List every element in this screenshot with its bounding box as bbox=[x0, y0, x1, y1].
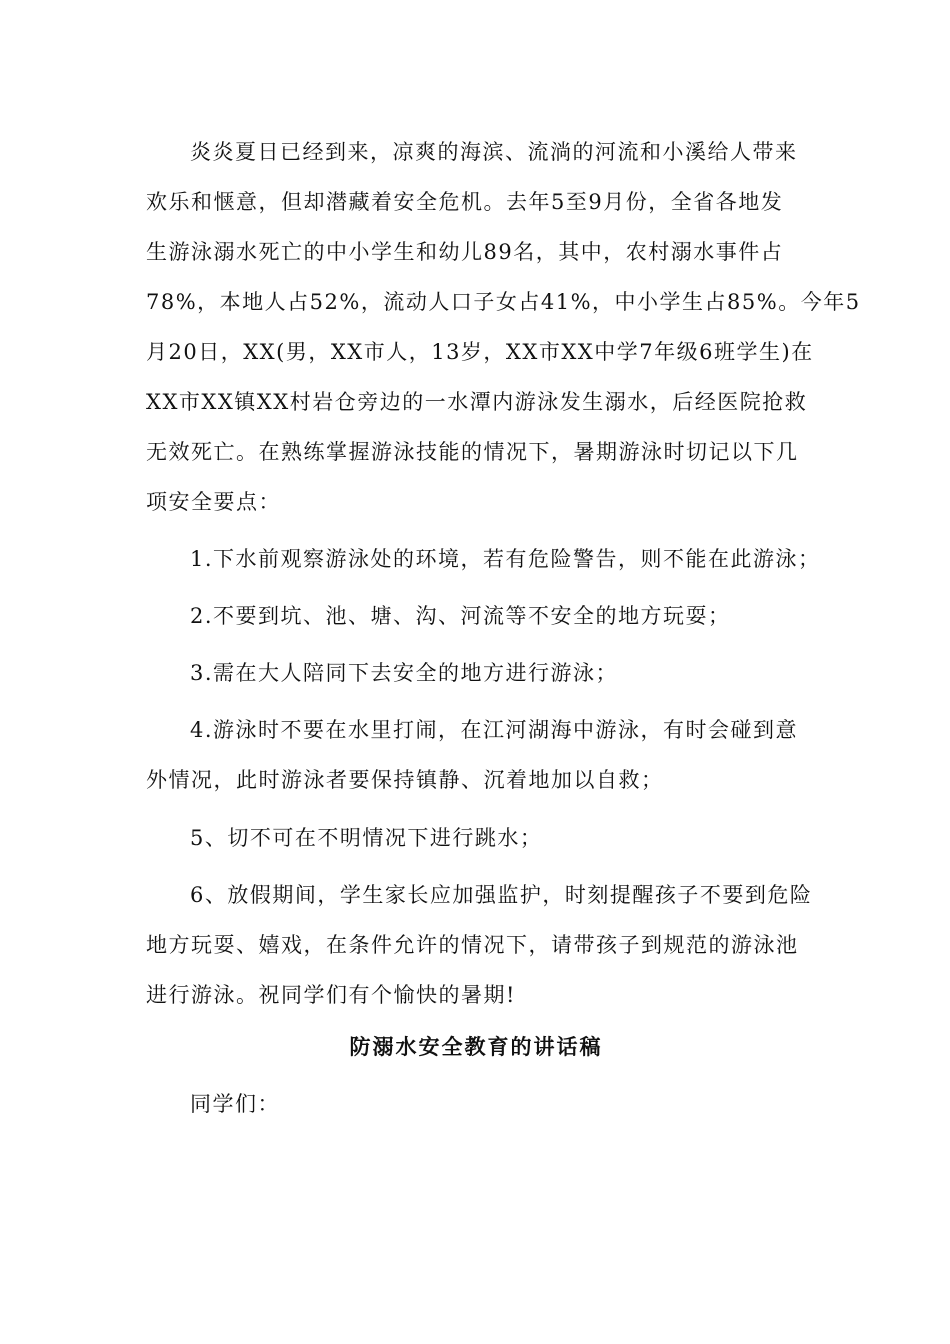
paragraph-line: 炎炎夏日已经到来，凉爽的海滨、流淌的河流和小溪给人带来 bbox=[190, 140, 798, 164]
paragraph-line: 同学们： bbox=[190, 1092, 280, 1116]
paragraph-line: 进行游泳。祝同学们有个愉快的暑期! bbox=[146, 983, 516, 1007]
paragraph-line: 2.不要到坑、池、塘、沟、河流等不安全的地方玩耍； bbox=[190, 604, 731, 628]
paragraph-line: 项安全要点： bbox=[146, 490, 281, 514]
paragraph-line: 4.游泳时不要在水里打闹，在江河湖海中游泳，有时会碰到意 bbox=[190, 718, 799, 742]
paragraph-line: 3.需在大人陪同下去安全的地方进行游泳； bbox=[190, 661, 619, 685]
paragraph-line: XX市XX镇XX村岩仓旁边的一水潭内游泳发生溺水，后经医院抢救 bbox=[146, 390, 808, 414]
safety-item-6 bbox=[146, 870, 813, 1020]
safety-item-1 bbox=[146, 534, 821, 584]
paragraph-line: 无效死亡。在熟练掌握游泳技能的情况下，暑期游泳时切记以下几 bbox=[146, 440, 799, 464]
safety-item-4 bbox=[146, 705, 806, 805]
safety-item-5 bbox=[146, 813, 806, 863]
paragraph-line: 78%，本地人占52%，流动人口子女占41%，中小学生占85%。今年5 bbox=[146, 290, 861, 314]
paragraph-line: 月20日，XX(男，XX市人，13岁，XX市XX中学7年级6班学生)在 bbox=[146, 340, 814, 364]
intro-paragraph bbox=[146, 127, 861, 527]
paragraph-line: 欢乐和惬意，但却潜藏着安全危机。去年5至9月份，全省各地发 bbox=[146, 190, 784, 214]
paragraph-line: 生游泳溺水死亡的中小学生和幼儿89名，其中，农村溺水事件占 bbox=[146, 240, 784, 264]
greeting-paragraph bbox=[146, 1079, 806, 1129]
paragraph-line: 5、切不可在不明情况下进行跳水； bbox=[190, 826, 543, 850]
paragraph-line: 6、放假期间，学生家长应加强监护，时刻提醒孩子不要到危险 bbox=[190, 883, 813, 907]
paragraph-line: 地方玩耍、嬉戏，在条件允许的情况下，请带孩子到规范的游泳池 bbox=[146, 933, 799, 957]
section-heading: 防溺水安全教育的讲话稿 bbox=[349, 1034, 603, 1059]
safety-item-2 bbox=[146, 591, 806, 641]
paragraph-line: 1.下水前观察游泳处的环境，若有危险警告，则不能在此游泳； bbox=[190, 547, 821, 571]
paragraph-line: 外情况，此时游泳者要保持镇静、沉着地加以自救； bbox=[146, 768, 664, 792]
safety-item-3 bbox=[146, 648, 806, 698]
